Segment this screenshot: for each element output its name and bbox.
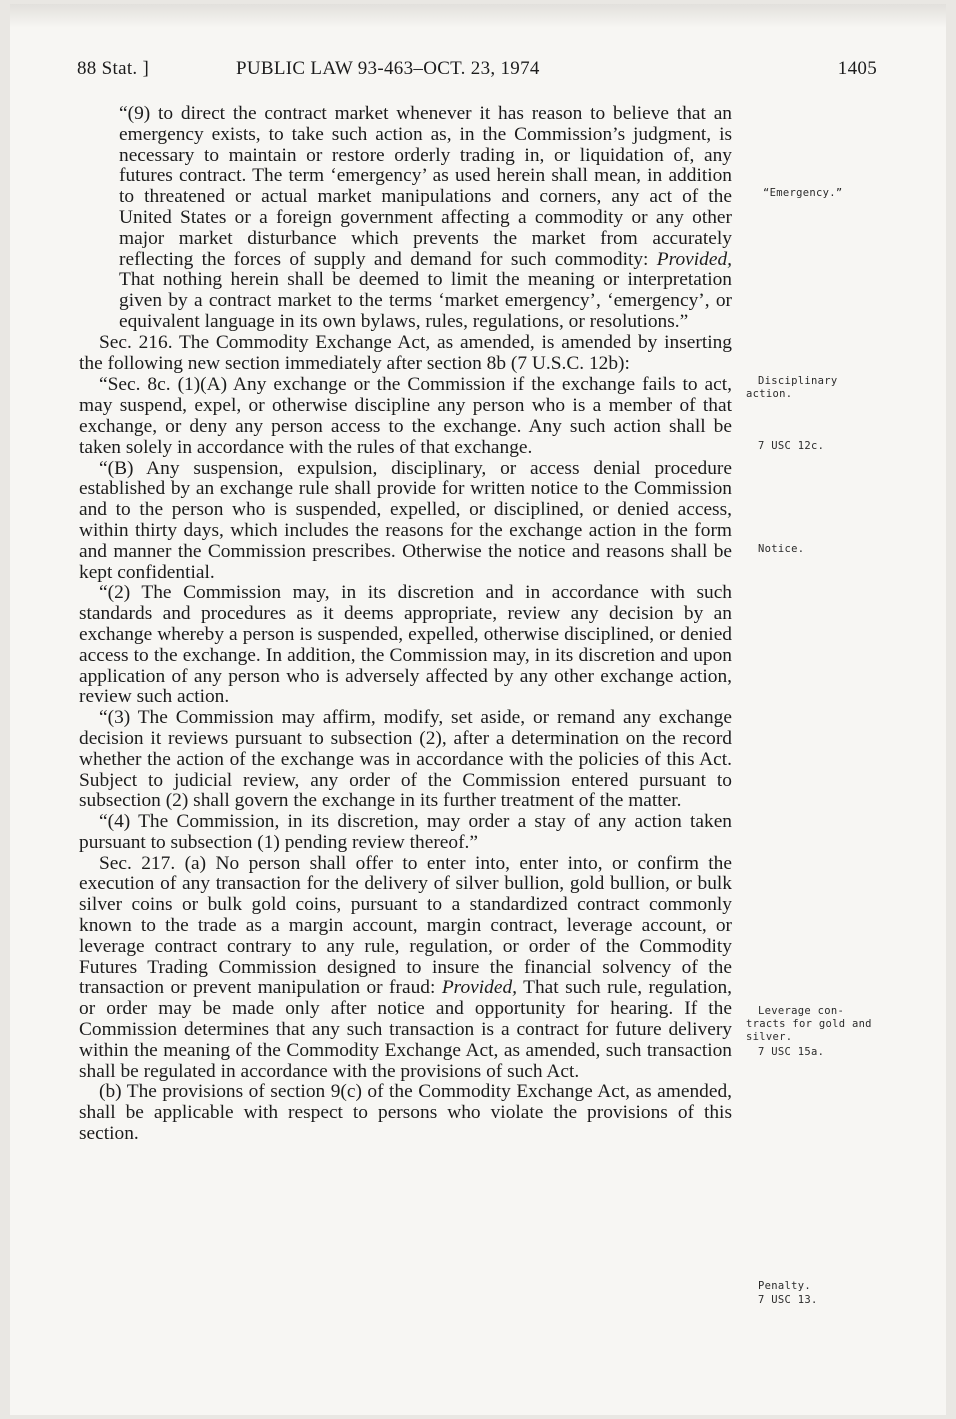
margin-note-7usc13: 7 USC 13. (758, 1294, 818, 1306)
paragraph-9-end: That nothing herein shall be deemed to limit the meaning or interpretation given by a contract market to the terms ‘market emergency’, ‘emergency’, or equivalent language in its own bylaws, rules, regulations, or resolutions.” (119, 269, 732, 332)
section-217a-text: Sec. 217. (a) No person shall offer to enter into, enter into, or confirm the execution of any transaction for the delivery of silver bullion, gold bullion, or bulk silver coins or bulk gold coins, pursuant to a standardized contract commonly known to the trade as a margin account, margin contract, leverage account, or leverage contract contrary to any rule, regulation, or order of the Commodity Futures Trading Commission designed to insure the financial solvency of the transaction or prevent manipulation or fraud: (79, 852, 732, 999)
header-title: PUBLIC LAW 93-463–OCT. 23, 1974 (236, 58, 540, 79)
section-217b: (b) The provisions of section 9(c) of the Commodity Exchange Act, as amended, shall be applicable with respect to persons who violate the provisions of this section. (79, 1081, 732, 1145)
section-217a-end: That such rule, regulation, or order may be made only after notice and opportunity for hearing. If the Commission determines that any such transaction is a contract for future delivery within the meaning of the Commodity Exchange Act, as amended, such transaction shall be regulated in accordance with the provisions of such Act. (79, 977, 732, 1082)
margin-note-notice: Notice. (758, 543, 805, 555)
section-8c-1b: “(B) Any suspension, expulsion, disciplinary, or access denial procedure established by an exchange rule shall provide for written notice to the Commission and to the person who is suspended, expelled, or disciplined, or denied access, within thirty days, which includes the reasons for the exchange action in the form and manner the Commission prescribes. Otherwise the notice and reasons shall be kept confidential. (79, 457, 732, 583)
margin-note-action: action. (746, 388, 793, 400)
paragraph-9-text: “(9) to direct the contract market whenever it has reason to believe that an emergency exists, to take such action as, in the Commission’s judgment, is necessary to maintain or restore orderly trading in, or liquidation of, any futures contract. The term ‘emergency’ as used herein shall mean, in addition to threatened or actual market manipulations and corners, any act of the United States or a foreign government affecting a commodity or any other major market disturbance which prevents the market from accurately reflecting the forces of supply and demand for such commodity: (119, 103, 732, 270)
margin-note-contracts: tracts for gold and (746, 1018, 872, 1030)
section-216: Sec. 216. The Commodity Exchange Act, as amended, is amended by inserting the following new section immediately after section 8b (7 U.S.C. 12b): (79, 331, 732, 374)
page-header (77, 58, 877, 84)
scan-shadow (10, 4, 946, 28)
section-8c-4: “(4) The Commission, in its discretion, may order a stay of any action taken pursuant to subsection (1) pending review thereof.” (79, 811, 732, 853)
margin-note-7usc15a: 7 USC 15a. (758, 1046, 825, 1058)
body-text (79, 104, 732, 1145)
margin-note-silver: silver. (746, 1031, 793, 1043)
section-8c-1a: “Sec. 8c. (1)(A) Any exchange or the Commission if the exchange fails to act, may suspend, expel, or otherwise discipline any person who is a member of that exchange, or deny any person access to the exchange. Any such action shall be taken solely in accordance with the rules of that exchange. (79, 374, 732, 458)
section-8c-2: “(2) The Commission may, in its discretion and in accordance with such standards and procedures as it deems appropriate, review any decision by an exchange whereby a person is suspended, expelled, otherwise disciplined, or denied access to the exchange. In addition, the Commission may, in its discretion and upon application of any person who is adversely affected by any other exchange action, review such action. (79, 582, 732, 708)
margin-note-7usc12c: 7 USC 12c. (758, 440, 825, 452)
paragraph-9 (79, 104, 732, 333)
margin-note-penalty: Penalty. (758, 1280, 811, 1292)
section-217a (79, 854, 732, 1083)
header-page-number: 1405 (837, 58, 877, 79)
margin-note-leverage: Leverage con- (758, 1005, 845, 1017)
provided-italic-2: Provided, (441, 977, 518, 999)
section-8c-3: “(3) The Commission may affirm, modify, set aside, or remand any exchange decision it reviews pursuant to subsection (2), after a determination on the record whether the action of the exchange was in accordance with the policies of this Act. Subject to judicial review, any order of the Commission entered pursuant to subsection (2) shall govern the exchange in its further treatment of the matter. (79, 707, 732, 812)
header-volume: 88 Stat. ] (77, 58, 150, 79)
margin-note-emergency: “Emergency.” (763, 187, 843, 199)
margin-note-disciplinary: Disciplinary (758, 375, 838, 387)
provided-italic: Provided, (656, 248, 732, 270)
